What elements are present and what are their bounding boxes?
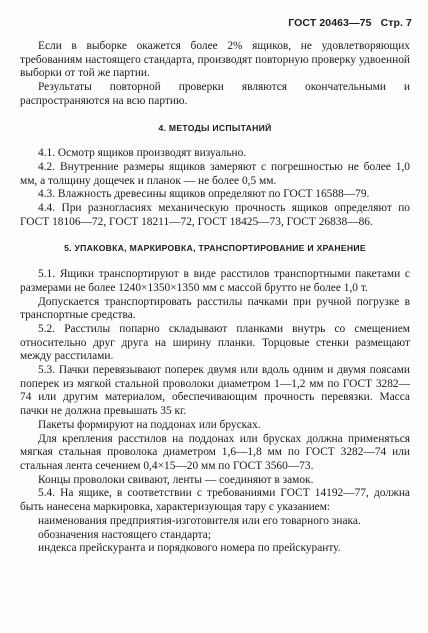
paragraph: Допускается транспортировать расстилы пачками при ручной погрузке в транспортные средства.	[20, 295, 410, 322]
paragraph: Если в выборке окажется более 2% ящиков, не удовлетворяющих требованиям настоящего стандарта, производят повторную проверку удвоенной выборки от той же партии.	[20, 40, 410, 80]
document-body	[20, 40, 410, 556]
paragraph: 4.4. При разногласиях механическую прочность ящиков определяют по ГОСТ 18106—72, ГОСТ 18211—72, ГОСТ 18425—73, ГОСТ 26838—86.	[20, 202, 410, 228]
list-item: обозначения настоящего стандарта;	[38, 528, 212, 541]
list-item: наименования предприятия-изготовителя или его товарного знака.	[38, 514, 361, 527]
list-item: индекса прейскуранта и порядкового номера по прейскуранту.	[38, 542, 341, 555]
paragraph: Результаты повторной проверки являются окончательными и распространяются на всю партию.	[20, 81, 410, 107]
paragraph: 5.4. На ящике, в соответствии с требованиями ГОСТ 14192—77, должна быть нанесена маркировка, характеризующая тару с указанием:	[20, 487, 410, 514]
paragraph: 4.2. Внутренние размеры ящиков замеряют с погрешностью не более 1,0 мм, а толщину дощечек и планок — не более 0,5 мм.	[20, 160, 410, 187]
page-header	[288, 17, 412, 29]
section-heading: 4. МЕТОДЫ ИСПЫТАНИЙ	[158, 122, 272, 133]
paragraph: 5.1. Ящики транспортируют в виде расстилов транспортными пакетами с размерами не более 1240×1350×1350 мм с массой брутто не более 1,0 т.	[20, 268, 410, 294]
paragraph: 4.1. Осмотр ящиков производят визуально.	[38, 147, 247, 160]
section-heading: 5. УПАКОВКА, МАРКИРОВКА, ТРАНСПОРТИРОВАНИЕ И ХРАНЕНИЕ	[64, 243, 366, 254]
standard-number: ГОСТ 20463—75	[288, 17, 372, 29]
paragraph: Для крепления расстилов на поддонах или брусках должна применяться мягкая стальная проволока диаметром 1,6—1,8 мм по ГОСТ 3282—74 или стальная лента сечением 0,4×15—20 мм по ГОСТ 3560—73.	[20, 432, 410, 472]
paragraph: Пакеты формируют на поддонах или брусках.	[38, 418, 261, 431]
paragraph: Концы проволоки свивают, ленты — соединяют в замок.	[38, 473, 314, 486]
paragraph: 5.2. Расстилы попарно складывают планками внутрь со смещением относительно друг друга на ширину планки. Торцовые стенки размещают между расстилами.	[20, 322, 410, 363]
page-number: Стр. 7	[380, 17, 412, 29]
paragraph: 4.3. Влажность древесины ящиков определяют по ГОСТ 16588—79.	[38, 188, 370, 201]
paragraph: 5.3. Пачки перевязывают поперек двумя или вдоль одним и двумя поясами поперек из мягкой стальной проволоки диаметром 1—1,2 мм по ГОСТ 3282—74 или другим материалом, обеспечивающим прочность перевязки. Масса пачки не должна превышать 35 кг.	[20, 364, 410, 418]
